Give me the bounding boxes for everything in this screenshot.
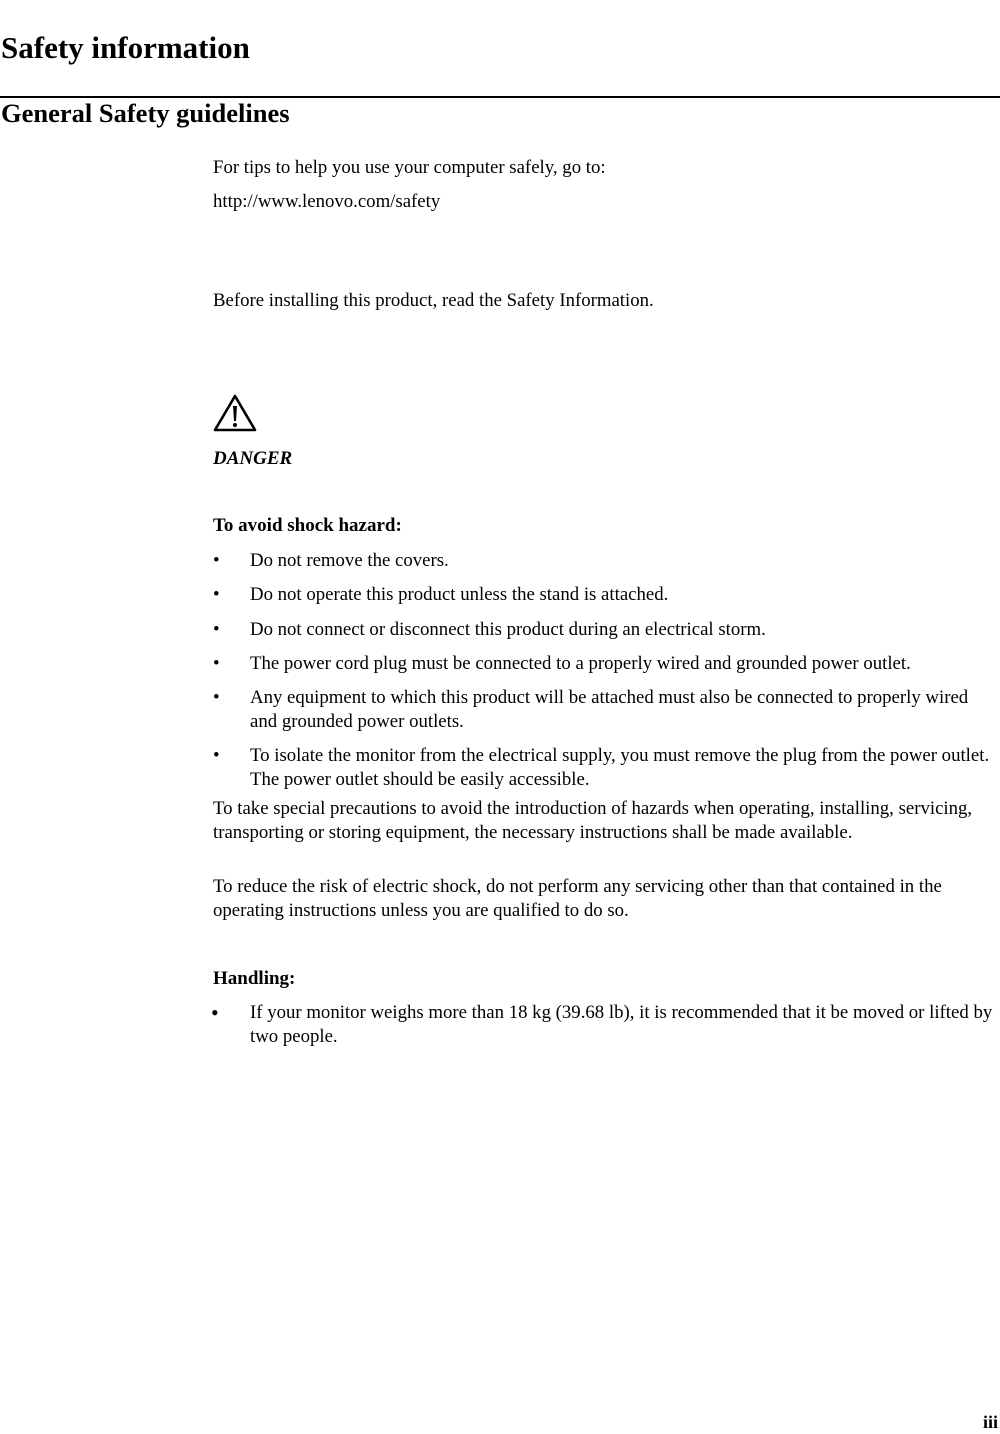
list-item-text: If your monitor weighs more than 18 kg (39.68 lb), it is recommended that it be moved or lifted by two people. (250, 1002, 993, 1047)
list-item-text: Do not connect or disconnect this product during an electrical storm. (250, 619, 766, 640)
bullet-icon: • (213, 745, 220, 766)
bullet-icon: • (211, 1000, 219, 1025)
list-item (213, 744, 998, 792)
list-item (213, 652, 998, 676)
page-number: iii (982, 1412, 998, 1432)
list-item (213, 549, 998, 573)
list-item (213, 583, 998, 607)
tips-text: For tips to help you use your computer safely, go to: (213, 157, 606, 178)
bullet-icon: • (213, 619, 220, 640)
bullet-icon: • (213, 653, 220, 674)
safety-url-link[interactable]: http://www.lenovo.com/safety (213, 191, 441, 212)
page-title: Safety information (1, 30, 250, 65)
list-item (213, 686, 998, 734)
list-item-text: Any equipment to which this product will be attached must also be connected to properly wired and grounded power outlets. (250, 687, 969, 732)
danger-label: DANGER (213, 448, 293, 469)
list-item-text: Do not remove the covers. (250, 550, 449, 571)
bullet-icon: • (213, 687, 220, 708)
bullet-icon: • (213, 550, 220, 571)
shock-hazard-heading: To avoid shock hazard: (213, 515, 402, 536)
list-item-text: To isolate the monitor from the electrical supply, you must remove the plug from the power outlet. The power outlet should be easily accessible. (250, 745, 990, 790)
warning-triangle-icon (213, 394, 257, 432)
list-item-text: The power cord plug must be connected to a properly wired and grounded power outlet. (250, 653, 911, 674)
bullet-icon: • (213, 584, 220, 605)
before-install-text: Before installing this product, read the Safety Information. (213, 290, 654, 311)
precautions-paragraph: To take special precautions to avoid the introduction of hazards when operating, installing, servicing, transporting or storing equipment, the necessary instructions shall be made available. (213, 798, 973, 843)
list-item-text: Do not operate this product unless the stand is attached. (250, 584, 669, 605)
section-title: General Safety guidelines (1, 98, 290, 128)
list-item (213, 618, 998, 642)
handling-heading: Handling: (213, 968, 296, 989)
list-item (213, 1001, 998, 1049)
servicing-paragraph: To reduce the risk of electric shock, do not perform any servicing other than that contained in the operating instructions unless you are qualified to do so. (213, 876, 942, 921)
